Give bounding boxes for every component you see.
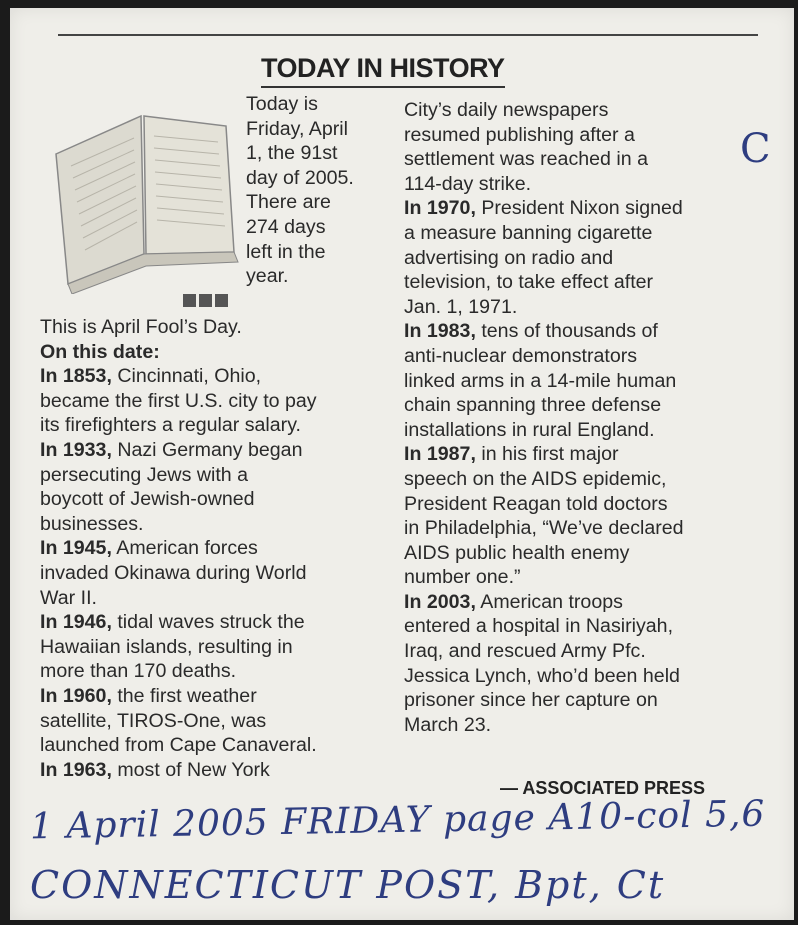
headline: TODAY IN HISTORY [261,53,505,88]
text-line [404,418,684,443]
open-book-icon [46,104,246,294]
line-text: the first weather [111,684,257,707]
square-icon [183,294,196,307]
date-lead: In 1853, [40,365,112,388]
line-text: President Nixon signed [475,197,683,220]
section-divider-squares [183,294,231,312]
text-line [404,639,684,664]
line-text: persecuting Jews with a [40,463,249,486]
line-text: more than 170 deaths. [40,660,237,683]
line-text: its firefighters a regular salary. [40,414,301,437]
line-text: advertising on radio and [404,246,614,269]
line-text: Jessica Lynch, who’d been held [404,664,680,687]
text-line [404,492,684,517]
line-text: a measure banning cigarette [404,221,653,244]
text-line [404,664,684,689]
text-line [404,467,684,492]
text-line [404,270,684,295]
left-column [40,315,317,782]
handwritten-margin-mark: C [740,126,771,172]
line-text: tidal waves struck the [111,611,305,634]
text-line [40,610,317,635]
text-line [40,561,317,586]
line-text: tens of thousands of [475,320,658,343]
text-line [40,733,317,758]
line-text: March 23. [404,713,492,736]
text-line [40,659,317,684]
line-text: settlement was reached in a [404,148,648,171]
square-icon [215,294,228,307]
line-text: prisoner since her capture on [404,689,658,712]
line-text: American forces [111,537,258,560]
text-line [404,221,684,246]
date-lead: In 1933, [40,438,112,461]
text-line [404,541,684,566]
text-line [404,98,684,123]
date-lead: On this date: [40,340,160,363]
date-lead: In 1946, [40,611,112,634]
text-line [404,319,684,344]
text-line [404,172,684,197]
line-text: television, to take effect after [404,271,654,294]
line-text: 114-day strike. [404,172,532,195]
line-text: resumed publishing after a [404,123,635,146]
date-lead: In 1945, [40,537,112,560]
text-line [40,536,317,561]
text-line [404,196,684,221]
line-text: City’s daily newspapers [404,99,609,121]
line-text: satellite, TIROS-One, was [40,709,267,732]
date-lead: In 1983, [404,320,476,343]
line-text: Hawaiian islands, resulting in [40,635,293,658]
date-lead: In 1963, [40,758,112,781]
line-text: speech on the AIDS epidemic, [404,467,667,490]
line-text: linked arms in a 14-mile human [404,369,677,392]
right-column [404,98,684,737]
text-line [40,340,317,365]
line-text: number one.” [404,566,521,589]
date-lead: In 1987, [404,443,476,466]
line-text: businesses. [40,512,144,535]
text-line [40,635,317,660]
date-lead: In 2003, [404,590,476,613]
line-text: chain spanning three defense [404,394,662,417]
text-line [404,516,684,541]
handwritten-date-note: 1 April 2005 FRIDAY page A10-col 5,6 [29,793,766,848]
text-line [40,709,317,734]
line-text: American troops [475,590,623,613]
line-text: Nazi Germany began [111,438,303,461]
line-text: launched from Cape Canaveral. [40,734,317,757]
wire-credit: — ASSOCIATED PRESS [500,778,706,798]
line-text: Iraq, and rescued Army Pfc. [404,640,646,663]
date-lead: In 1960, [40,684,112,707]
text-line [40,438,317,463]
line-text: in Philadelphia, “We’ve declared [404,517,684,540]
text-line [404,590,684,615]
line-text: War II. [40,586,97,609]
text-line [40,586,317,611]
text-line [404,147,684,172]
line-text: President Reagan told doctors [404,492,668,515]
text-line [40,487,317,512]
text-line [404,442,684,467]
line-text: became the first U.S. city to pay [40,389,317,412]
line-text: in his first major [475,443,619,466]
text-line [404,614,684,639]
line-text: AIDS public health enemy [404,541,630,564]
text-line [40,315,317,340]
text-line [404,246,684,271]
text-line [40,463,317,488]
line-text: installations in rural England. [404,418,655,441]
text-line [404,565,684,590]
date-lead: In 1970, [404,197,476,220]
square-icon [199,294,212,307]
line-text: invaded Okinawa during World [40,561,307,584]
newspaper-clipping [10,8,794,920]
text-line [404,393,684,418]
text-line [404,369,684,394]
line-text: most of New York [111,758,270,781]
line-text: Jan. 1, 1971. [404,295,518,318]
line-text: entered a hospital in Nasiriyah, [404,615,674,638]
text-line [40,389,317,414]
text-line [40,364,317,389]
text-line [404,123,684,148]
line-text: This is April Fool’s Day. [40,316,242,338]
text-line [404,295,684,320]
date-intro: Today is Friday, April 1, the 91st day of 2005. There are 274 days left in the year. [246,93,354,288]
text-line [404,688,684,713]
handwritten-source-note: CONNECTICUT POST, Bpt, Ct [30,863,666,907]
line-text: boycott of Jewish-owned [40,488,255,511]
text-line [40,684,317,709]
text-line [404,713,684,738]
text-line [40,512,317,537]
text-line [40,413,317,438]
line-text: Cincinnati, Ohio, [111,365,262,388]
text-line [40,758,317,783]
text-line [404,344,684,369]
line-text: anti-nuclear demonstrators [404,344,638,367]
top-rule [58,34,758,36]
